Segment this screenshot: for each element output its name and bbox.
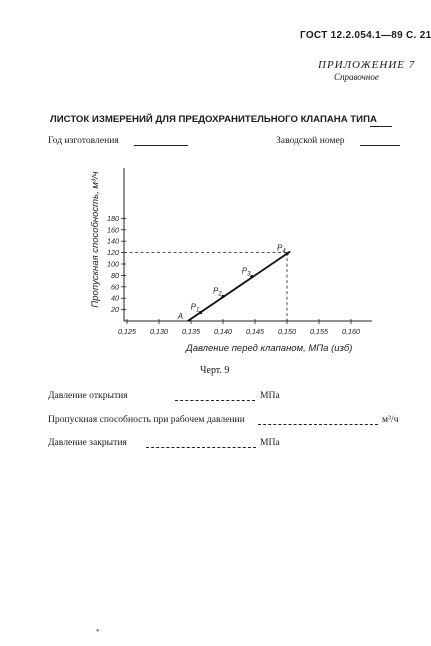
opening-pressure-blank [175,400,255,401]
opening-pressure-unit: МПа [260,390,280,401]
y-tick-label: 140 [107,236,119,246]
data-point-p2 [221,295,224,298]
data-point-p4 [285,252,288,255]
opening-pressure-label: Давление открытия [48,390,128,401]
x-tick-label: 0,160 [342,327,360,336]
capacity-blank [258,424,378,425]
x-axis-label: Давление перед клапаном, МПа (изб) [186,343,353,354]
y-tick-label: 20 [111,305,119,315]
chart-axes [124,168,372,321]
x-ticks [118,319,360,336]
appendix-title: ПРИЛОЖЕНИЕ 7 [318,59,416,71]
capacity-label: Пропускная способность при рабочем давлении [48,414,245,425]
y-tick-label: 180 [107,213,119,223]
point-label-p1: $P_1$ [190,302,200,314]
closing-pressure-unit: МПа [260,437,280,448]
chart-series [124,244,290,321]
gost-header: ГОСТ 12.2.054.1—89 С. 21 [300,30,431,41]
serial-label: Заводской номер [276,135,345,146]
figure-caption: Черт. 9 [200,365,230,376]
appendix-type: Справочное [334,72,379,82]
document-title: ЛИСТОК ИЗМЕРЕНИЙ ДЛЯ ПРЕДОХРАНИТЕЛЬНОГО КЛАПАНА ТИПА [50,114,377,125]
point-label-p2: $P_2$ [213,286,222,298]
capacity-unit: м³/ч [382,414,399,425]
y-tick-label: 40 [111,293,119,303]
y-tick-label: 80 [111,270,119,280]
y-tick-label: 160 [107,225,119,235]
closing-pressure-blank [146,447,256,448]
y-tick-label: 100 [107,259,119,269]
x-tick-label: 0,155 [310,327,328,336]
year-label: Год изготовления [48,135,119,146]
y-tick-label: 120 [107,248,119,258]
data-point-p3 [250,275,253,278]
footer-mark: * [96,628,100,636]
x-tick-label: 0,130 [150,327,168,336]
characteristic-line [188,251,290,321]
point-label-p3: $P_3$ [241,266,251,278]
point-label-p4: $P_4$ [277,243,286,255]
y-axis-label: Пропускная способность, м³/ч [90,171,101,308]
data-point-p1 [199,311,202,314]
y-ticks [107,214,126,314]
x-tick-label: 0,150 [278,327,296,336]
x-tick-label: 0,140 [214,327,232,336]
x-tick-label: 0,145 [246,327,264,336]
y-tick-label: 60 [111,282,119,292]
x-tick-label: 0,135 [182,327,200,336]
x-tick-label: 0,125 [118,327,136,336]
closing-pressure-label: Давление закрытия [48,437,127,448]
point-label-a: A [177,312,184,321]
